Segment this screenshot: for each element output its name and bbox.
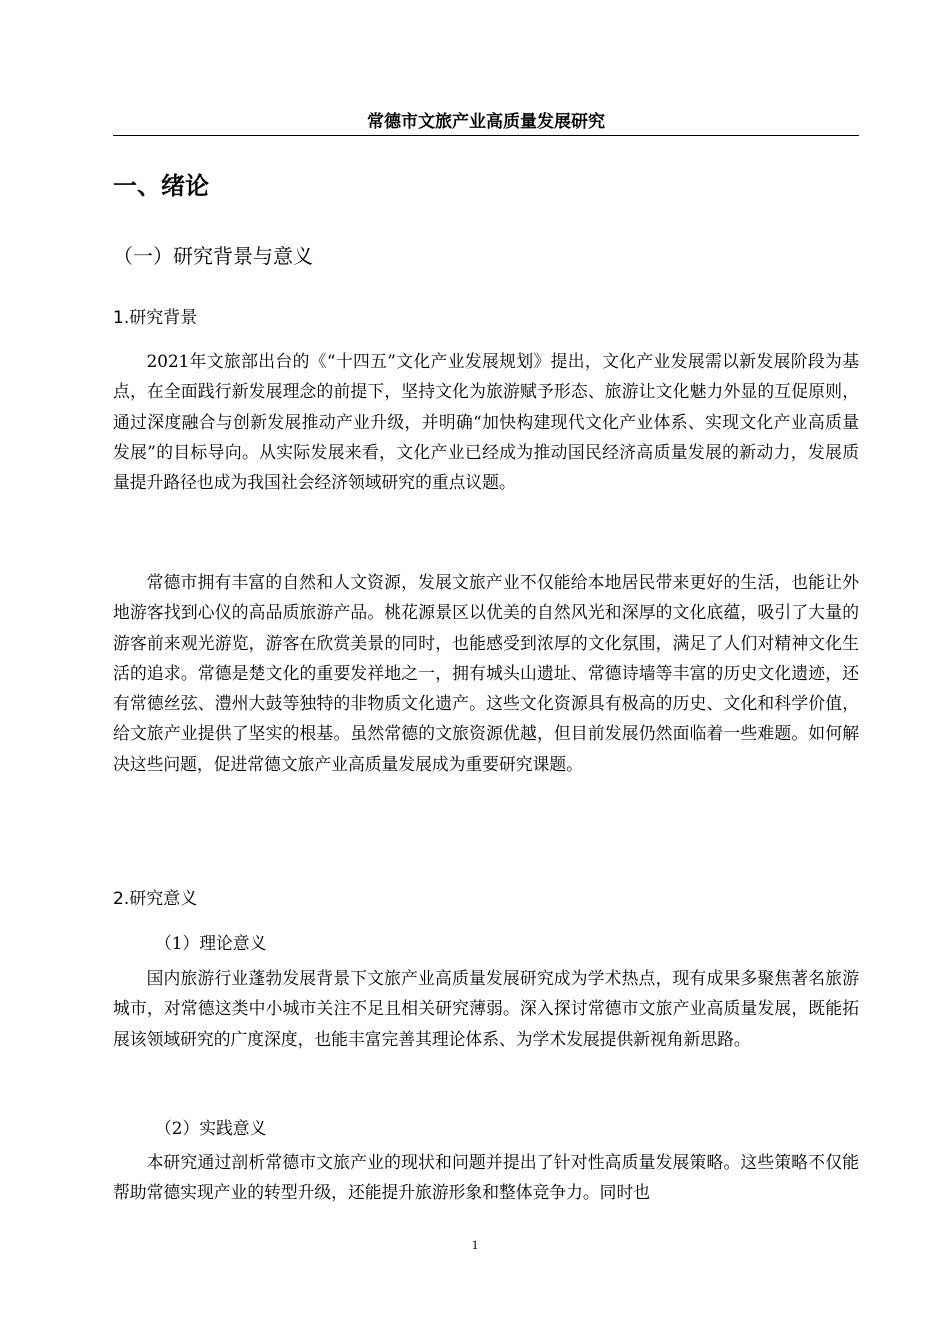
subsection-heading-background: 1.研究背景 [113, 308, 198, 328]
item-heading-practice: （2）实践意义 [155, 1118, 267, 1138]
item-heading-theory: （1）理论意义 [155, 933, 267, 953]
running-header: 常德市文旅产业高质量发展研究 [367, 112, 605, 132]
paragraph-background-2: 常德市拥有丰富的自然和人文资源，发展文旅产业不仅能给本地居民带来更好的生活，也能让外地游客找到心仪的高品质旅游产品。桃花源景区以优美的自然风光和深厚的文化底蕴，吸引了大量的游客前来观光游览，游客在欣赏美景的同时，也能感受到浓厚的文化氛围，满足了人们对精神文化生活的追求。常德是楚文化的重要发祥地之一，拥有城头山遗址、常德诗墙等丰富的历史文化遗迹，还有常德丝弦、澧州大鼓等独特的非物质文化遗产。这些文化资源具有极高的历史、文化和科学价值，给文旅产业提供了坚实的根基。虽然常德的文旅资源优越，但目前发展仍然面临着一些难题。如何解决这些问题，促进常德文旅产业高质量发展成为重要研究课题。 [113, 572, 859, 774]
header-rule [113, 135, 859, 136]
subsection-heading-significance: 2.研究意义 [113, 889, 198, 909]
paragraph-practice: 本研究通过剖析常德市文旅产业的现状和问题并提出了针对性高质量发展策略。这些策略不仅能帮助常德实现产业的转型升级，还能提升旅游形象和整体竞争力。同时也 [113, 1152, 859, 1203]
page-number: 1 [471, 1237, 479, 1252]
section-heading: （一）研究背景与意义 [113, 244, 313, 268]
chapter-heading: 一、绪论 [113, 172, 209, 200]
paragraph-background-1: 2021年文旅部出台的《“十四五”文化产业发展规划》提出，文化产业发展需以新发展阶段为基点，在全面践行新发展理念的前提下，坚持文化为旅游赋予形态、旅游让文化魅力外显的互促原则，通过深度融合与创新发展推动产业升级，并明确“加快构建现代文化产业体系、实现文化产业高质量发展”的目标导向。从实际发展来看，文化产业已经成为推动国民经济高质量发展的新动力，发展质量提升路径也成为我国社会经济领域研究的重点议题。 [113, 351, 859, 493]
paragraph-theory: 国内旅游行业蓬勃发展背景下文旅产业高质量发展研究成为学术热点，现有成果多聚焦著名旅游城市，对常德这类中小城市关注不足且相关研究薄弱。深入探讨常德市文旅产业高质量发展，既能拓展该领域研究的广度深度，也能丰富完善其理论体系、为学术发展提供新视角新思路。 [113, 968, 859, 1049]
